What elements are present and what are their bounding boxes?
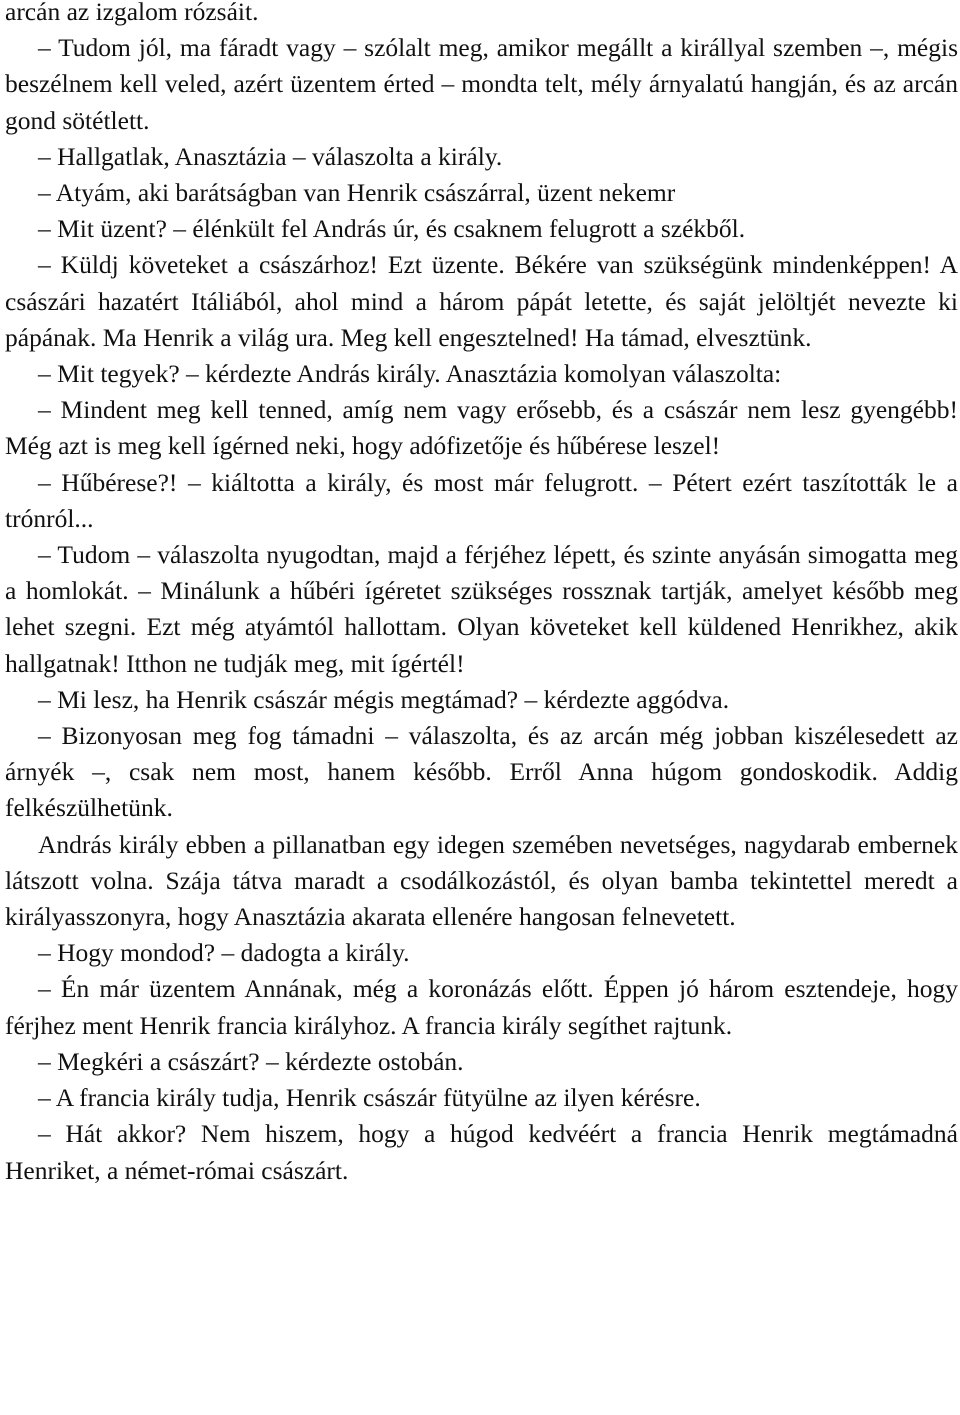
paragraph: – Atyám, aki barátságban van Henrik császárral, üzent nekemr [38,178,676,208]
paragraph: – Bizonyosan meg fog támadni – válaszolta, és az arcán még jobban kiszélesedett az árnyék –, csak nem most, hanem később. Erről Anna húgom gondoskodik. Addig felkészülhetünk. [5,721,958,823]
paragraph: – Tudom jól, ma fáradt vagy – szólalt meg, amikor megállt a királlyal szemben –, mégis beszélnem kell veled, azért üzentem érted – mondta telt, mély árnyalatú hangján, és az arcán gond sötétlett. [5,33,958,135]
paragraph: – Hát akkor? Nem hiszem, hogy a húgod kedvéért a francia Henrik megtámadná Henriket, a német-római császárt. [5,1119,958,1185]
paragraph: – Mit tegyek? – kérdezte András király. Anasztázia komolyan válaszolta: [38,359,782,389]
paragraph: arcán az izgalom rózsáit. [5,0,259,26]
paragraph: – Én már üzentem Annának, még a koronázás előtt. Éppen jó három esztendeje, hogy férjhez ment Henrik francia királyhoz. A francia király segíthet rajtunk. [5,974,958,1040]
paragraph: – Mi lesz, ha Henrik császár mégis megtámad? – kérdezte aggódva. [38,684,730,714]
paragraph: – Tudom – válaszolta nyugodtan, majd a férjéhez lépett, és szinte anyásán simogatta meg a homlokát. – Minálunk a hűbéri ígéretet szükséges rossznak tartják, amelyet később meg lehet szegni. Ezt még atyámtól hallottam. Olyan követeket kell küldened Henrikhez, akik hallgatnak! Itthon ne tudják meg, mit ígértél! [5,540,958,678]
paragraph: – Mit üzent? – élénkült fel András úr, és csaknem felugrott a székből. [38,214,746,244]
paragraph: – Mindent meg kell tenned, amíg nem vagy erősebb, és a császár nem lesz gyengébb! Még azt is meg kell ígérned neki, hogy adófizetője és hűbérese leszel! [5,395,958,461]
paragraph: András király ebben a pillanatban egy idegen szemében nevetséges, nagydarab embernek látszott volna. Szája tátva maradt a csodálkozástól, és olyan bamba tekintettel meredt a királyasszonyra, hogy Anasztázia akarata ellenére hangosan felnevetett. [5,829,958,932]
document-page [5,0,958,1189]
paragraph: – Küldj követeket a császárhoz! Ezt üzente. Békére van szükségünk mindenképpen! A császári hazatért Itáliából, ahol mind a három pápát letette, és saját jelöltjét nevezte ki pápának. Ma Henrik a világ ura. Meg kell engesztelned! Ha támad, elvesztünk. [5,250,958,352]
paragraph: – Megkéri a császárt? – kérdezte ostobán. [38,1046,464,1076]
paragraph: – Hallgatlak, Anasztázia – válaszolta a király. [38,141,503,171]
paragraph: – A francia király tudja, Henrik császár fütyülne az ilyen kérésre. [38,1083,701,1113]
paragraph: – Hogy mondod? – dadogta a király. [38,938,410,968]
paragraph: – Hűbérese?! – kiáltotta a király, és most már felugrott. – Pétert ezért taszították le a trónról... [5,467,958,533]
